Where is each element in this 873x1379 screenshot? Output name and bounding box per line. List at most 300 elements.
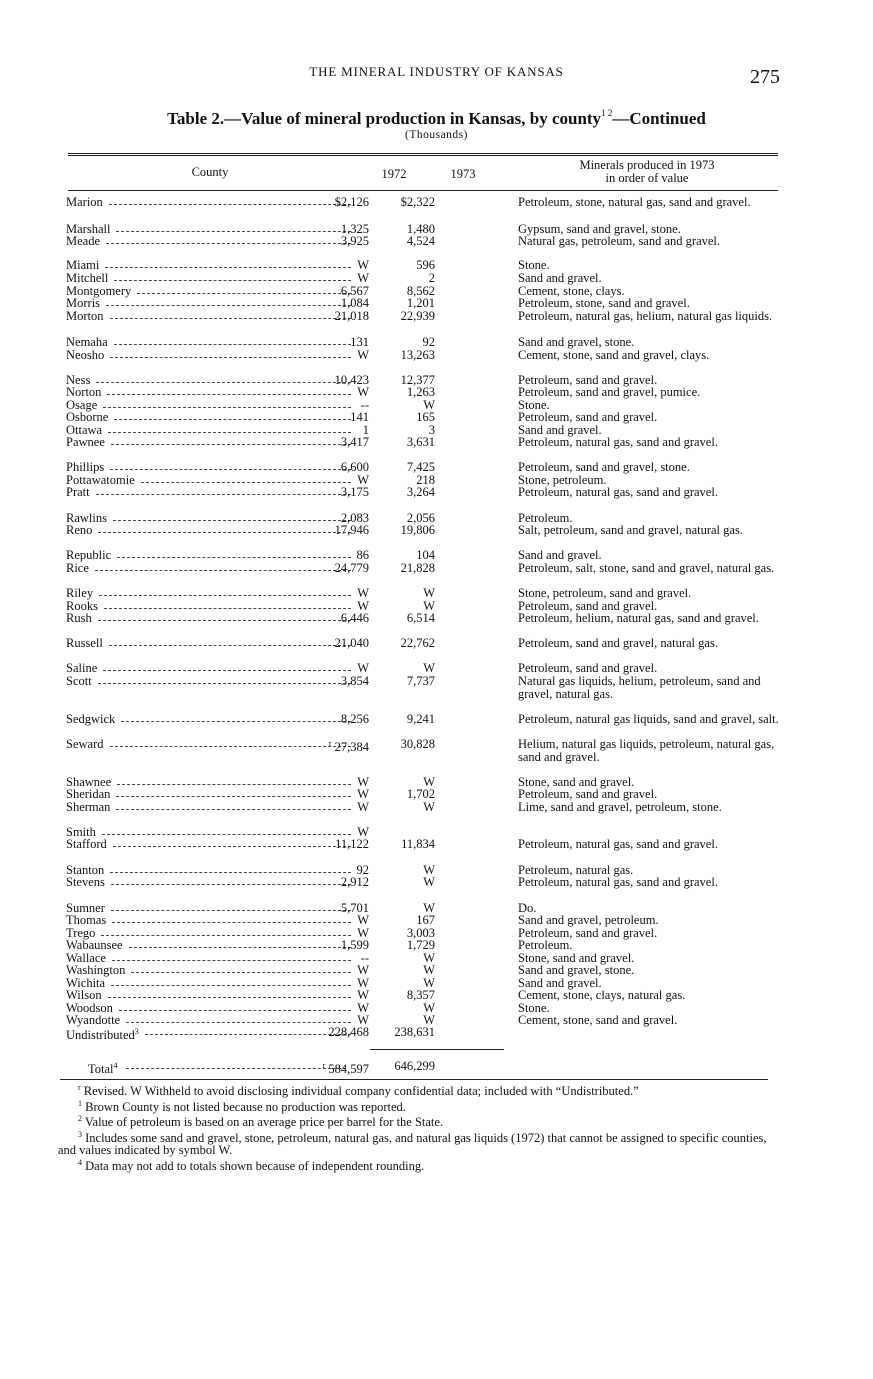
value-1972-text: W — [357, 271, 369, 285]
minerals-list: Petroleum, sand and gravel, stone. — [518, 460, 690, 474]
leader-dots — [121, 721, 351, 722]
county-name-text: Shawnee — [66, 775, 112, 789]
value-1972-text: 21,018 — [334, 309, 369, 323]
value-1973: W — [423, 599, 435, 613]
county-name-text: Sumner — [66, 901, 105, 915]
total-label — [88, 1060, 118, 1076]
county-name — [66, 235, 100, 248]
value-1972 — [357, 788, 369, 801]
leader-dots — [104, 608, 351, 609]
minerals-list: Stone. — [518, 258, 550, 272]
value-1972-text: 5,701 — [340, 901, 369, 915]
value-1973: W — [423, 963, 435, 977]
county-name-text: Pottawatomie — [66, 473, 135, 487]
value-1973: 1,702 — [406, 787, 435, 801]
county-name-text: Trego — [66, 926, 96, 940]
minerals-list: Petroleum, natural gas, helium, natural gas liquids. — [518, 309, 773, 323]
leader-dots — [111, 884, 351, 885]
value-1973: 21,828 — [400, 561, 435, 575]
value-1973: 1,729 — [406, 938, 435, 952]
county-name-text: Stanton — [66, 863, 105, 877]
total-leader-dots — [126, 1068, 346, 1069]
minerals-list: Petroleum, helium, natural gas, sand and gravel. — [518, 611, 759, 625]
county-name-text: Thomas — [66, 913, 107, 927]
minerals-list: Do. — [518, 901, 537, 915]
leader-dots — [110, 357, 351, 358]
minerals-list: Petroleum, sand and gravel. — [518, 373, 658, 387]
value-1973: 19,806 — [400, 523, 435, 537]
value-1973: 3,003 — [406, 926, 435, 940]
table-top-rule — [68, 153, 778, 154]
county-name-text: Meade — [66, 234, 101, 248]
value-1972-text: W — [357, 913, 369, 927]
value-1972-text: W — [357, 661, 369, 675]
minerals-list: Stone, sand and gravel. — [518, 775, 635, 789]
leader-dots — [105, 267, 351, 268]
county-name — [66, 272, 108, 285]
leader-dots — [110, 318, 352, 319]
value-1972 — [335, 838, 369, 851]
county-name — [66, 738, 104, 751]
leader-dots — [112, 960, 351, 961]
value-1972 — [357, 914, 369, 927]
value-1973: 1,263 — [406, 385, 435, 399]
running-head: THE MINERAL INDUSTRY OF KANSAS — [309, 64, 564, 79]
value-1973: 238,631 — [394, 1025, 435, 1039]
county-name — [66, 587, 93, 600]
county-name-text: Wyandotte — [66, 1013, 121, 1027]
value-1973: 4,524 — [406, 234, 435, 248]
value-1973: W — [423, 661, 435, 675]
minerals-list: Petroleum, natural gas, sand and gravel. — [518, 875, 718, 889]
value-1972-text: 2,912 — [340, 875, 369, 889]
leader-dots — [114, 419, 351, 420]
county-name-text: Morris — [66, 296, 101, 310]
value-1972-text: W — [357, 348, 369, 362]
value-1973: W — [423, 1013, 435, 1027]
minerals-list: Natural gas liquids, helium, petroleum, sand and gravel, natural gas. — [518, 674, 761, 701]
page-number: 275 — [750, 66, 780, 88]
leader-dots — [129, 947, 351, 948]
value-1972-text: $2,126 — [334, 195, 369, 209]
value-1973: W — [423, 863, 435, 877]
county-name-text: Wallace — [66, 951, 106, 965]
value-1972-text: W — [357, 825, 369, 839]
value-1972 — [335, 196, 369, 209]
value-1972-text: W — [357, 926, 369, 940]
value-1972 — [335, 524, 369, 537]
value-1972 — [335, 310, 369, 323]
leader-dots — [116, 231, 351, 232]
leader-dots — [117, 784, 351, 785]
county-name — [66, 549, 111, 562]
county-name-text: Washington — [66, 963, 126, 977]
leader-dots — [98, 620, 351, 621]
footnote-text: Includes some sand and gravel, stone, petroleum, natural gas, and natural gas liquids (1972) that cannot be assigned to specific counties, and values indicated by symbol W. — [58, 1130, 767, 1157]
county-name-text: Rice — [66, 561, 89, 575]
county-name — [66, 788, 110, 801]
county-name — [66, 1026, 139, 1042]
minerals-list: Sand and gravel, stone. — [518, 963, 635, 977]
value-1972-text: W — [357, 787, 369, 801]
footnote-marker: 3 — [78, 1129, 82, 1139]
leader-dots — [141, 482, 351, 483]
minerals-list: Petroleum. — [518, 938, 573, 952]
value-1973: 596 — [416, 258, 435, 272]
value-1973: 6,514 — [406, 611, 435, 625]
county-name — [66, 386, 101, 399]
header-minerals-line1: Minerals produced in 1973 — [579, 158, 715, 172]
minerals-list: Petroleum, sand and gravel, pumice. — [518, 385, 701, 399]
value-1972 — [350, 411, 369, 424]
value-1972-text: 141 — [350, 410, 369, 424]
county-name-text: Pratt — [66, 485, 90, 499]
leader-dots — [114, 280, 351, 281]
value-1972 — [341, 939, 369, 952]
county-name-text: Woodson — [66, 1001, 113, 1015]
minerals-list: Petroleum, sand and gravel, natural gas. — [518, 636, 718, 650]
value-1973: 8,357 — [406, 988, 435, 1002]
minerals-list: Petroleum, sand and gravel. — [518, 787, 658, 801]
value-1972-text: 3,854 — [340, 674, 369, 688]
county-name — [66, 675, 92, 688]
leader-dots — [103, 407, 351, 408]
leader-dots — [110, 872, 351, 873]
total-1972 — [323, 1060, 369, 1076]
county-name-text: Nemaha — [66, 335, 108, 349]
value-1972 — [341, 612, 369, 625]
minerals-list: Petroleum, natural gas liquids, sand and gravel, salt. — [518, 712, 779, 726]
header-1973: 1973 — [450, 167, 476, 181]
value-1972-text: 1,325 — [340, 222, 369, 236]
value-1972 — [357, 989, 369, 1002]
leader-dots — [113, 520, 351, 521]
county-name-text: Republic — [66, 548, 112, 562]
footnote-text: Value of petroleum is based on an average price per barrel for the State. — [82, 1115, 444, 1129]
minerals-list: Sand and gravel. — [518, 271, 602, 285]
value-1972-text: W — [357, 1013, 369, 1027]
county-name-text: Osage — [66, 398, 98, 412]
value-1972 — [341, 675, 369, 688]
county-name-text: Norton — [66, 385, 102, 399]
value-1972-text: 1,084 — [340, 296, 369, 310]
value-1973: W — [423, 1001, 435, 1015]
value-1973: 104 — [416, 548, 435, 562]
value-1972-text: 8,256 — [340, 712, 369, 726]
county-name — [66, 838, 107, 851]
leader-dots — [96, 382, 351, 383]
minerals-list: Salt, petroleum, sand and gravel, natural gas. — [518, 523, 743, 537]
minerals-list: Petroleum, stone, natural gas, sand and gravel. — [518, 195, 751, 209]
county-name — [66, 989, 102, 1002]
value-1973: 7,425 — [406, 460, 435, 474]
value-1973: W — [423, 951, 435, 965]
value-1972-text: 24,779 — [334, 561, 369, 575]
minerals-list: Cement, stone, clays, natural gas. — [518, 988, 686, 1002]
county-name — [66, 1014, 120, 1027]
minerals-list: Stone, petroleum, sand and gravel. — [518, 586, 692, 600]
value-1972-text: 3,925 — [340, 234, 369, 248]
value-1973: 13,263 — [400, 348, 435, 362]
value-1972-sup: r — [328, 739, 332, 748]
footnote-marker: r — [78, 1083, 81, 1092]
value-1972-text: W — [357, 976, 369, 990]
minerals-list: Petroleum, sand and gravel. — [518, 599, 658, 613]
county-name-text: Rawlins — [66, 511, 107, 525]
footnote — [58, 1098, 768, 1114]
minerals-list: Sand and gravel. — [518, 976, 602, 990]
value-1973: 30,828 — [400, 737, 435, 751]
value-1972-text: 2,083 — [340, 511, 369, 525]
minerals-list: Cement, stone, sand and gravel. — [518, 1013, 678, 1027]
leader-dots — [113, 846, 351, 847]
value-1972-text: 10,423 — [334, 373, 369, 387]
value-1972-text: W — [357, 473, 369, 487]
value-1972 — [341, 436, 369, 449]
leader-dots — [107, 394, 351, 395]
leader-dots — [110, 469, 351, 470]
value-1972-text: W — [357, 586, 369, 600]
minerals-list: Petroleum. — [518, 511, 573, 525]
value-1972-text: 1,599 — [340, 938, 369, 952]
total-rule — [370, 1049, 504, 1050]
county-name-text: Smith — [66, 825, 96, 839]
county-name-text: Stevens — [66, 875, 105, 889]
leader-dots — [114, 344, 351, 345]
minerals-list: Lime, sand and gravel, petroleum, stone. — [518, 800, 722, 814]
leader-dots — [108, 432, 351, 433]
value-1972 — [357, 549, 370, 562]
leader-dots — [95, 570, 351, 571]
county-name-text: Marion — [66, 195, 103, 209]
county-name-text: Scott — [66, 674, 92, 688]
county-name-text: Stafford — [66, 837, 107, 851]
value-1972-text: 3,417 — [340, 435, 369, 449]
minerals-list: Sand and gravel. — [518, 548, 602, 562]
value-1973: W — [423, 875, 435, 889]
leader-dots — [96, 494, 351, 495]
value-1972 — [335, 562, 369, 575]
leader-dots — [103, 670, 351, 671]
county-name — [66, 349, 104, 362]
value-1973: 218 — [416, 473, 435, 487]
value-1972 — [341, 876, 369, 889]
county-name — [66, 876, 105, 889]
value-1972 — [341, 297, 369, 310]
minerals-list: Natural gas, petroleum, sand and gravel. — [518, 234, 721, 248]
leader-dots — [111, 985, 351, 986]
county-name-text: Sedgwick — [66, 712, 116, 726]
value-1973: 7,737 — [406, 674, 435, 688]
value-1973: 1,201 — [406, 296, 435, 310]
leader-dots — [137, 293, 351, 294]
value-1972-text: -- — [360, 951, 369, 965]
total-label-text: Total — [88, 1062, 114, 1076]
county-name-text: Miami — [66, 258, 100, 272]
county-name — [66, 259, 99, 272]
header-county: County — [191, 165, 229, 179]
leader-dots — [109, 204, 351, 205]
value-1972-text: 131 — [350, 335, 369, 349]
minerals-list: Cement, stone, sand and gravel, clays. — [518, 348, 710, 362]
county-name-text: Mitchell — [66, 271, 109, 285]
county-name-text: Ness — [66, 373, 91, 387]
county-name — [66, 662, 97, 675]
county-name — [66, 562, 89, 575]
county-name-text: Saline — [66, 661, 98, 675]
total-1972-value: 584,597 — [328, 1062, 369, 1076]
minerals-list: Gypsum, sand and gravel, stone. — [518, 222, 681, 236]
leader-dots — [126, 1022, 351, 1023]
value-1973: 22,762 — [400, 636, 435, 650]
value-1972 — [335, 637, 369, 650]
value-1973: W — [423, 800, 435, 814]
leader-dots — [110, 746, 352, 747]
value-1972 — [357, 801, 369, 814]
county-name — [66, 637, 103, 650]
value-1972-text: W — [357, 963, 369, 977]
county-name-text: Ottawa — [66, 423, 103, 437]
minerals-list: Petroleum, sand and gravel. — [518, 661, 658, 675]
footnote-marker: 1 — [78, 1098, 82, 1108]
minerals-list: Cement, stone, clays. — [518, 284, 625, 298]
value-1972 — [357, 587, 369, 600]
county-name-text: Sherman — [66, 800, 111, 814]
leader-dots — [131, 972, 351, 973]
leader-dots — [98, 683, 351, 684]
county-footnote-ref: 3 — [134, 1027, 139, 1036]
footnote-text: Brown County is not listed because no production was reported. — [82, 1099, 406, 1114]
leader-dots — [98, 532, 351, 533]
value-1973: 3 — [428, 423, 435, 437]
value-1972-text: 3,175 — [340, 485, 369, 499]
county-name-text: Morton — [66, 309, 104, 323]
leader-dots — [102, 834, 351, 835]
value-1973: 2 — [428, 271, 435, 285]
minerals-list: Petroleum, sand and gravel. — [518, 926, 658, 940]
county-name-text: Seward — [66, 737, 104, 751]
minerals-list: Stone, petroleum. — [518, 473, 607, 487]
value-1972 — [357, 662, 369, 675]
county-name-text: Phillips — [66, 460, 105, 474]
county-name-text: Riley — [66, 586, 94, 600]
value-1973: 22,939 — [400, 309, 435, 323]
county-name-text: Rush — [66, 611, 92, 625]
value-1972-text: 1 — [362, 423, 369, 437]
county-name — [66, 310, 104, 323]
value-1972-text: W — [357, 988, 369, 1002]
value-1972-text: 11,122 — [335, 837, 369, 851]
value-1972 — [329, 738, 369, 754]
footnote — [58, 1129, 768, 1157]
minerals-list: Petroleum, natural gas, sand and gravel. — [518, 485, 718, 499]
table-title — [0, 108, 873, 129]
county-name-text: Wabaunsee — [66, 938, 123, 952]
value-1973: 1,480 — [406, 222, 435, 236]
minerals-list: Petroleum, natural gas, sand and gravel. — [518, 837, 718, 851]
value-1972-text: 21,040 — [334, 636, 369, 650]
minerals-list: Petroleum, salt, stone, sand and gravel, natural gas. — [518, 561, 775, 575]
county-name — [66, 964, 125, 977]
minerals-list: Stone. — [518, 1001, 550, 1015]
minerals-list: Petroleum, natural gas, sand and gravel. — [518, 435, 718, 449]
footnote-rule — [60, 1079, 768, 1080]
footnote-text: Revised. W Withheld to avoid disclosing individual company confidential data; included with “Undistributed.” — [80, 1084, 639, 1098]
table-top-rule-2 — [68, 155, 778, 156]
value-1973: 8,562 — [406, 284, 435, 298]
header-bottom-rule — [68, 190, 778, 191]
footnote-marker: 4 — [78, 1157, 82, 1167]
value-1972-text: -- — [360, 398, 369, 412]
value-1972-text: W — [357, 775, 369, 789]
table-title-footnote-refs: 1 2 — [601, 108, 613, 118]
county-name — [66, 436, 105, 449]
leader-dots — [106, 243, 351, 244]
value-1972 — [328, 1026, 369, 1039]
value-1972-text: 27,384 — [334, 740, 369, 754]
leader-dots — [116, 796, 351, 797]
county-name-text: Osborne — [66, 410, 109, 424]
minerals-list: Petroleum, natural gas. — [518, 863, 634, 877]
minerals-list: Petroleum, sand and gravel. — [518, 410, 658, 424]
leader-dots — [101, 935, 351, 936]
leader-dots — [99, 595, 351, 596]
total-label-sup: 4 — [113, 1061, 118, 1070]
county-name — [66, 524, 92, 537]
value-1972-text: W — [357, 385, 369, 399]
table-title-suffix: —Continued — [612, 109, 706, 128]
value-1972 — [357, 259, 369, 272]
leader-dots — [109, 645, 351, 646]
value-1972-text: W — [357, 258, 369, 272]
table-title-text: Table 2.—Value of mineral production in Kansas, by county — [167, 109, 602, 128]
footnotes — [58, 1082, 768, 1172]
leader-dots — [116, 809, 351, 810]
value-1973: 11,834 — [401, 837, 435, 851]
leader-dots — [145, 1034, 351, 1035]
minerals-list: Helium, natural gas liquids, petroleum, natural gas, sand and gravel. — [518, 737, 775, 764]
total-1972-sup: r — [322, 1061, 326, 1070]
minerals-list: Sand and gravel, stone. — [518, 335, 635, 349]
minerals-list: Sand and gravel, petroleum. — [518, 913, 659, 927]
county-name — [66, 411, 108, 424]
county-name-text: Neosho — [66, 348, 105, 362]
leader-dots — [106, 305, 351, 306]
county-name — [66, 336, 108, 349]
value-1972-text: 228,468 — [328, 1025, 369, 1039]
county-name — [66, 461, 104, 474]
value-1972 — [341, 713, 369, 726]
county-name-text: Russell — [66, 636, 103, 650]
value-1973: W — [423, 976, 435, 990]
leader-dots — [119, 1010, 351, 1011]
footnote — [58, 1082, 768, 1098]
value-1972-text: 86 — [356, 548, 369, 562]
footnote-marker: 2 — [78, 1114, 82, 1123]
county-name — [66, 713, 115, 726]
value-1972 — [357, 386, 369, 399]
value-1973: 9,241 — [406, 712, 435, 726]
value-1973: 167 — [416, 913, 435, 927]
leader-dots — [108, 997, 351, 998]
value-1972-text: 92 — [356, 863, 369, 877]
county-name — [66, 297, 100, 310]
value-1972-text: 17,946 — [334, 523, 369, 537]
value-1973: W — [423, 586, 435, 600]
value-1973: 92 — [422, 335, 435, 349]
county-name-text: Marshall — [66, 222, 111, 236]
leader-dots — [117, 557, 351, 558]
